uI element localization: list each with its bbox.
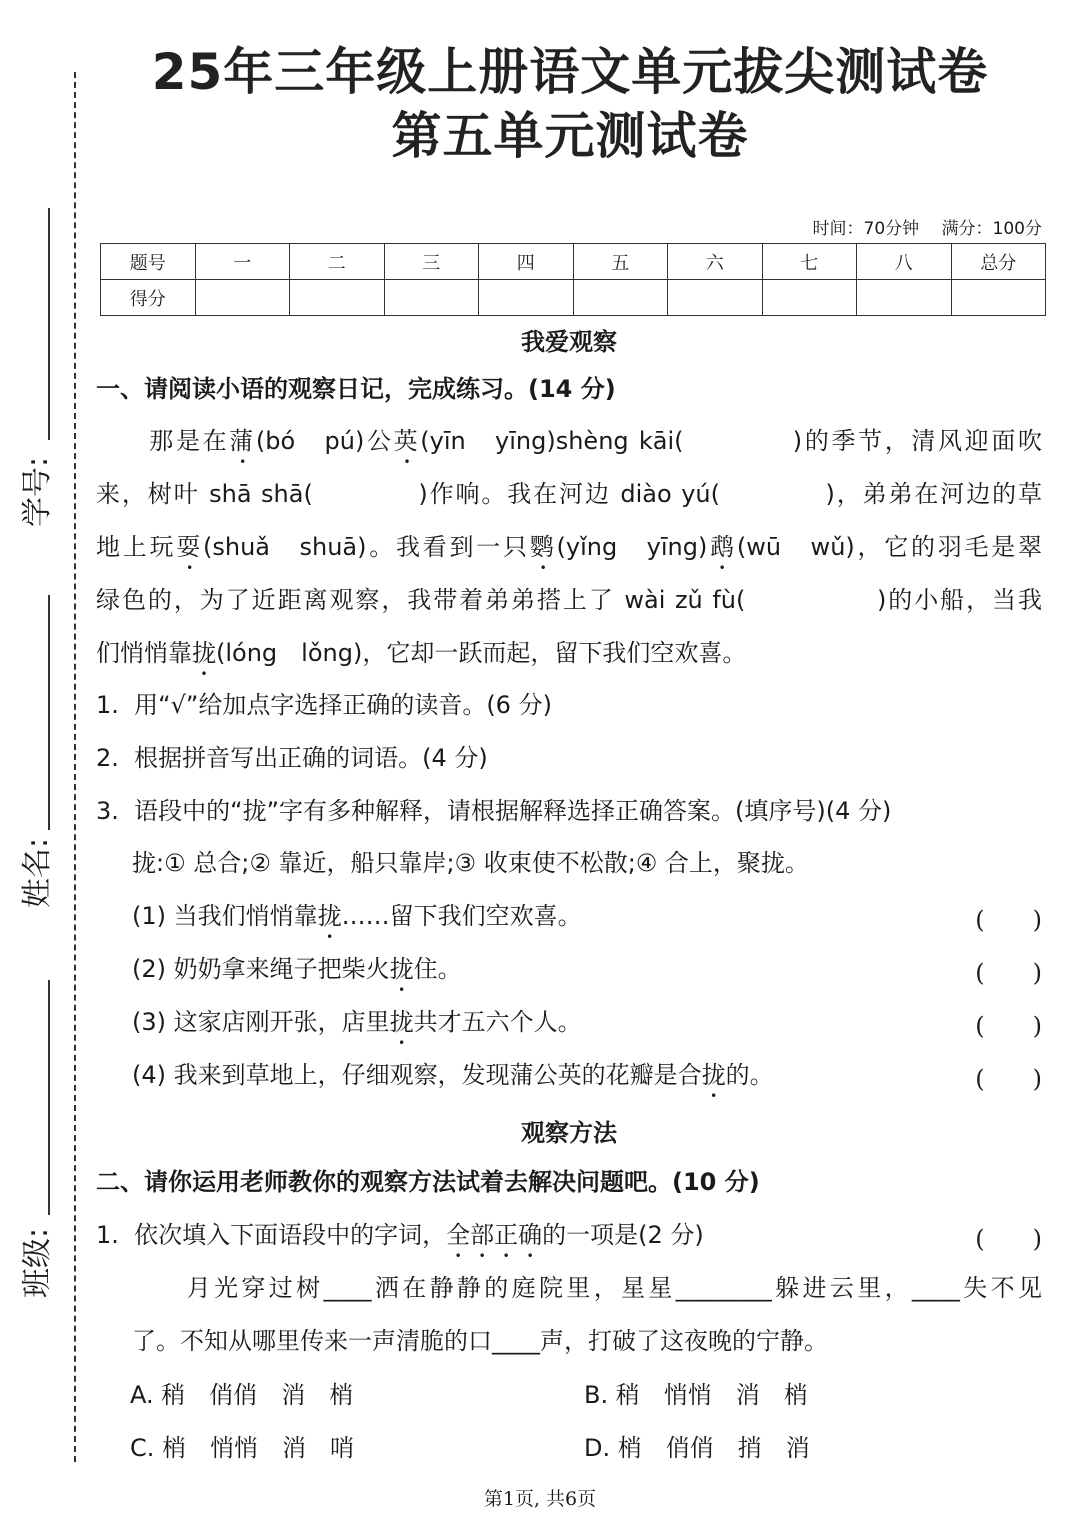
score-header-cell: 三 (384, 244, 479, 280)
score-cell[interactable] (384, 280, 479, 316)
score-header-cell: 六 (668, 244, 763, 280)
title-line-2: 第五单元测试卷 (391, 107, 749, 165)
passage-line (96, 637, 1042, 681)
dotted-char: 拢 (317, 902, 342, 930)
answer-blank[interactable]: ( ) (975, 959, 1042, 987)
full-score: 满分：100分 (941, 219, 1042, 239)
score-header-cell: 八 (857, 244, 952, 280)
passage-line (96, 478, 1042, 510)
text-segment: (2) 奶奶拿来绳子把柴火 (132, 955, 390, 983)
answer-blank[interactable]: ( ) (975, 1065, 1042, 1093)
text-segment: (yīn yīng)shèng kāi( )的季节，清风迎面吹 (420, 427, 1043, 455)
score-cell[interactable] (668, 280, 763, 316)
text-segment: 来，树叶 shā shā( )作响。我在河边 diào yú( )，弟弟在河边的草 (96, 480, 1042, 508)
text-segment: (shuǎ shuā)。我看到一只 (203, 533, 530, 561)
score-table-score-row (101, 280, 1046, 316)
text-segment: (wū wǔ)，它的羽毛是翠 (736, 533, 1043, 561)
dotted-char: 鹉 (707, 533, 737, 561)
text-segment: 绿色的，为了近距离观察，我带着弟弟搭上了 wài zǔ fù( )的小船，当我 (96, 586, 1042, 614)
student-no-line (48, 208, 50, 440)
dotted-char: 全部正确 (446, 1221, 543, 1249)
score-row-label: 得分 (101, 280, 196, 316)
q1-2: 2. 根据拼音写出正确的词语。(4 分) (96, 744, 488, 772)
q3-item (132, 1006, 1042, 1050)
text-segment: 那是在 (96, 427, 230, 455)
section1-title: 我爱观察 (521, 327, 617, 356)
score-header-cell: 一 (195, 244, 290, 280)
passage-line (96, 425, 1042, 469)
score-cell[interactable] (762, 280, 857, 316)
dotted-char: 拢 (389, 955, 414, 983)
text-segment: (yǐng yīng) (556, 533, 708, 561)
q3-item (132, 1059, 1042, 1103)
text-segment: 1. 依次填入下面语段中的字词， (96, 1221, 447, 1249)
option-d[interactable]: D. 梢 俏俏 捎 消 (584, 1434, 810, 1462)
score-header-cell: 四 (479, 244, 574, 280)
binding-dashed-line (74, 72, 76, 1462)
section1-heading: 一、请阅读小语的观察日记，完成练习。(14 分) (96, 375, 616, 403)
score-header-cell: 总分 (951, 244, 1046, 280)
student-no-label: 学号: (20, 456, 55, 527)
q2-1 (96, 1219, 1042, 1263)
text-segment: (bó pú)公 (255, 427, 394, 455)
dotted-char: 拢 (389, 1008, 414, 1036)
score-header-cell: 二 (290, 244, 385, 280)
score-cell[interactable] (857, 280, 952, 316)
text-segment: 共才五六个人。 (413, 1008, 582, 1036)
text-segment: 们悄悄靠 (96, 639, 192, 667)
text-segment: (1) 当我们悄悄靠 (132, 902, 318, 930)
dotted-char: 耍 (176, 533, 203, 561)
text-segment: (lóng lǒng)，它却一跃而起，留下我们空欢喜。 (216, 639, 747, 667)
q3-item (132, 953, 1042, 997)
score-header-cell: 七 (762, 244, 857, 280)
answer-blank[interactable]: ( ) (975, 1012, 1042, 1040)
class-line (48, 980, 50, 1215)
q2-1-passage-line: 了。不知从哪里传来一声清脆的口____声，打破了这夜晚的宁静。 (132, 1327, 828, 1355)
score-table-header (101, 244, 1046, 280)
text-segment: 的。 (725, 1061, 774, 1089)
q1-3-meanings: 拢:① 总合;② 靠近，船只靠岸;③ 收束使不松散;④ 合上，聚拢。 (132, 849, 809, 877)
text-segment: 地上玩 (96, 533, 177, 561)
title-line-1: 25年三年级上册语文单元拔尖测试卷 (151, 43, 989, 101)
option-a[interactable]: A. 稍 俏俏 消 梢 (130, 1381, 354, 1409)
text-segment: ……留下我们空欢喜。 (341, 902, 582, 930)
time-limit: 时间：70分钟 (812, 219, 920, 239)
dotted-char: 拢 (701, 1061, 726, 1089)
passage-line (96, 584, 1042, 616)
answer-blank[interactable]: ( ) (975, 906, 1042, 934)
text-segment: 的一项是(2 分) (542, 1221, 704, 1249)
dotted-char: 蒲 (229, 427, 256, 455)
q3-item (132, 900, 1042, 944)
text-segment: 住。 (413, 955, 462, 983)
answer-blank[interactable]: ( ) (975, 1225, 1042, 1253)
score-cell[interactable] (951, 280, 1046, 316)
text-segment: (3) 这家店刚开张，店里 (132, 1008, 390, 1036)
dotted-char: 鹦 (529, 533, 557, 561)
dotted-char: 英 (393, 427, 421, 455)
score-cell[interactable] (573, 280, 668, 316)
score-cell[interactable] (195, 280, 290, 316)
name-label: 姓名: (20, 837, 55, 908)
section2-heading: 二、请你运用老师教你的观察方法试着去解决问题吧。(10 分) (96, 1168, 760, 1196)
q1-3: 3. 语段中的“拢”字有多种解释，请根据解释选择正确答案。(填序号)(4 分) (96, 797, 892, 825)
option-c[interactable]: C. 梢 悄悄 消 哨 (130, 1434, 355, 1462)
section2-title: 观察方法 (521, 1118, 617, 1147)
score-table (100, 243, 1046, 316)
q2-1-passage-line: 月光穿过树____洒在静静的庭院里，星星________躲进云里，____失不见 (132, 1274, 1042, 1302)
q1-1: 1. 用“√”给加点字选择正确的读音。(6 分) (96, 691, 552, 719)
passage-line (96, 531, 1042, 575)
text-segment: (4) 我来到草地上，仔细观察，发现蒲公英的花瓣是合 (132, 1061, 702, 1089)
class-label: 班级: (20, 1227, 55, 1298)
score-cell[interactable] (290, 280, 385, 316)
name-line (48, 595, 50, 830)
option-b[interactable]: B. 稍 悄悄 消 梢 (584, 1381, 808, 1409)
dotted-char: 拢 (192, 639, 216, 667)
score-header-cell: 五 (573, 244, 668, 280)
score-cell[interactable] (479, 280, 574, 316)
page-footer: 第1页, 共6页 (483, 1488, 597, 1510)
exam-meta (813, 214, 1043, 239)
score-header-cell: 题号 (101, 244, 196, 280)
